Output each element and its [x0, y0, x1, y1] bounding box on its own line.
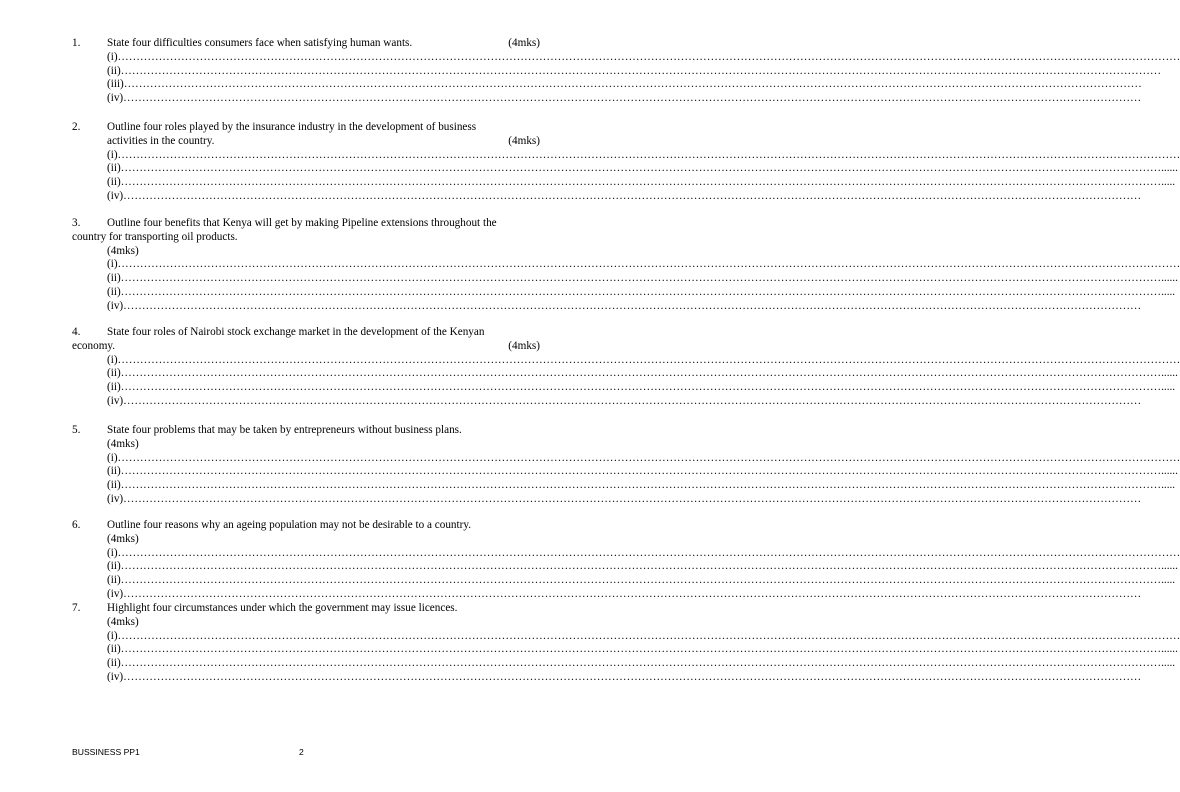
answer-line[interactable]: (ii)………………………………………………………………………………………………………………………………………………………………………………………………………………………………………………………......	[107, 272, 1178, 285]
marks-label: (4mks)	[107, 244, 139, 257]
question-number: 7.	[72, 602, 81, 614]
answer-line[interactable]: (i)……………………………………………………………………………………………………………………………………………………………………………………………………………………………………………………………	[107, 50, 1180, 63]
answer-line[interactable]: (iv)…………………………………………………………………………………………………………………………………………………………………………………………………………………………………………………	[107, 492, 1142, 505]
question-5	[72, 424, 1180, 507]
answer-line[interactable]: (iv)…………………………………………………………………………………………………………………………………………………………………………………………………………………………………………………	[107, 189, 1142, 202]
answer-line[interactable]: (iv)…………………………………………………………………………………………………………………………………………………………………………………………………………………………………………………	[107, 394, 1142, 407]
answer-line[interactable]: (ii)……………………………………………………………………………………………………………………………………………………………………………………………………………………………………………………….....	[107, 381, 1176, 394]
question-text: State four difficulties consumers face when satisfying human wants.	[107, 37, 413, 49]
question-number: 1.	[72, 37, 81, 49]
answer-line[interactable]: (ii)………………………………………………………………………………………………………………………………………………………………………………………………………………………………………………………......	[107, 560, 1178, 573]
question-text: State four roles of Nairobi stock exchange market in the development of the Kenyan	[107, 326, 485, 338]
answer-line[interactable]: (ii)………………………………………………………………………………………………………………………………………………………………………………………………………………………………………………………......	[107, 465, 1178, 478]
answer-line[interactable]: (ii)……………………………………………………………………………………………………………………………………………………………………………………………………………………………………………………….....	[107, 479, 1176, 492]
marks-label: (4mks)	[107, 532, 139, 545]
answer-line[interactable]: (ii)……………………………………………………………………………………………………………………………………………………………………………………………………………………………………………………….....	[107, 176, 1176, 189]
answer-line[interactable]: (i)……………………………………………………………………………………………………………………………………………………………………………………………………………………………………………………………	[107, 546, 1180, 559]
marks-label: (4mks)	[508, 339, 540, 352]
answer-line[interactable]: (ii)……………………………………………………………………………………………………………………………………………………………………………………………………………………………………………………….....	[107, 285, 1176, 298]
answer-line[interactable]: (iv)…………………………………………………………………………………………………………………………………………………………………………………………………………………………………………………	[107, 587, 1142, 600]
answer-line[interactable]: (iv)…………………………………………………………………………………………………………………………………………………………………………………………………………………………………………………	[107, 670, 1142, 683]
question-3	[72, 217, 1180, 314]
answer-line[interactable]: (ii)………………………………………………………………………………………………………………………………………………………………………………………………………………………………………………………......	[107, 367, 1178, 380]
question-text: activities in the country.	[107, 134, 215, 147]
answer-line[interactable]: (ii)……………………………………………………………………………………………………………………………………………………………………………………………………………………………………………………….....	[107, 574, 1176, 587]
answer-line[interactable]: (i)……………………………………………………………………………………………………………………………………………………………………………………………………………………………………………………………	[107, 451, 1180, 464]
footer-subject: BUSSINESS PP1	[72, 747, 140, 757]
question-1	[72, 37, 1180, 106]
answer-line[interactable]: (iv)…………………………………………………………………………………………………………………………………………………………………………………………………………………………………………………	[107, 92, 1142, 105]
question-text: Outline four benefits that Kenya will get by making Pipeline extensions throughout the	[107, 217, 497, 229]
question-number: 4.	[72, 326, 81, 338]
answer-line[interactable]: (ii)………………………………………………………………………………………………………………………………………………………………………………………………………………………………………………………......	[107, 643, 1178, 656]
question-number: 5.	[72, 424, 81, 436]
question-7	[72, 602, 1180, 685]
question-4	[72, 326, 1180, 409]
answer-line[interactable]: (iv)…………………………………………………………………………………………………………………………………………………………………………………………………………………………………………………	[107, 299, 1142, 312]
answer-line[interactable]: (i)……………………………………………………………………………………………………………………………………………………………………………………………………………………………………………………………	[107, 353, 1180, 366]
question-text: Outline four reasons why an ageing population may not be desirable to a country.	[107, 519, 472, 531]
marks-label: (4mks)	[508, 134, 540, 147]
question-number: 3.	[72, 217, 81, 229]
answer-line[interactable]: (iii)…………………………………………………………………………………………………………………………………………………………………………………………………………………………………………………	[107, 78, 1142, 91]
answer-line[interactable]: (i)……………………………………………………………………………………………………………………………………………………………………………………………………………………………………………………………	[107, 258, 1180, 271]
question-text: Outline four roles played by the insurance industry in the development of business	[107, 121, 477, 133]
question-2	[72, 121, 1180, 204]
answer-line[interactable]: (i)……………………………………………………………………………………………………………………………………………………………………………………………………………………………………………………………	[107, 148, 1180, 161]
question-text: country for transporting oil products.	[72, 230, 238, 243]
question-number: 6.	[72, 519, 81, 531]
answer-line[interactable]: (ii)………………………………………………………………………………………………………………………………………………………………………………………………………………………………………………………	[107, 64, 1162, 77]
question-6	[72, 519, 1180, 602]
answer-line[interactable]: (i)……………………………………………………………………………………………………………………………………………………………………………………………………………………………………………………………	[107, 629, 1180, 642]
marks-label: (4mks)	[107, 437, 139, 450]
question-text: State four problems that may be taken by entrepreneurs without business plans.	[107, 424, 462, 436]
question-number: 2.	[72, 121, 81, 133]
question-text: economy.	[72, 339, 116, 352]
footer-page-number: 2	[299, 747, 304, 757]
question-text: Highlight four circumstances under which the government may issue licences.	[107, 602, 458, 614]
answer-line[interactable]: (ii)………………………………………………………………………………………………………………………………………………………………………………………………………………………………………………………......	[107, 162, 1178, 175]
marks-label: (4mks)	[508, 37, 540, 49]
answer-line[interactable]: (ii)……………………………………………………………………………………………………………………………………………………………………………………………………………………………………………………….....	[107, 657, 1176, 670]
marks-label: (4mks)	[107, 615, 139, 628]
